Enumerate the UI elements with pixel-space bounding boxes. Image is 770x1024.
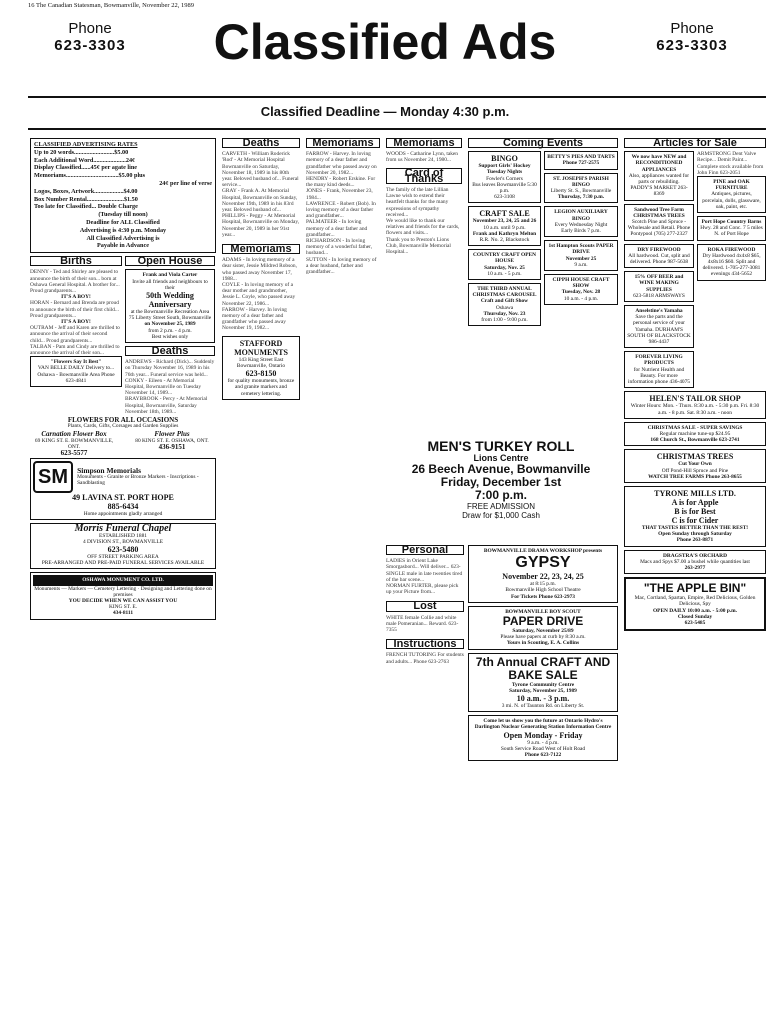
carousel-place: Oshawa bbox=[495, 304, 514, 311]
flowers-ad bbox=[30, 356, 122, 387]
oshawa-tag: YOU DECIDE WHEN WE CAN ASSIST YOU bbox=[68, 598, 178, 605]
cwl-title: CIPPH HOUSE CRAFT SHOW bbox=[552, 277, 610, 290]
masthead-rule bbox=[28, 96, 766, 98]
stafford-phone: 623-8150 bbox=[245, 369, 277, 379]
flowers-delivery: VAN BELLE DAILY Delivery to... Oshawa - Bowmanville Area Phone 623-4841 bbox=[37, 365, 115, 384]
column-5-lower bbox=[468, 545, 618, 1015]
article-title: FOREVER LIVING PRODUCTS bbox=[635, 354, 683, 367]
gypsy-tickets: For Tickets Phone 623-2973 bbox=[511, 593, 575, 600]
bettys-pies-ad bbox=[544, 151, 618, 169]
couple-names: Frank and Viola Carter bbox=[142, 272, 198, 279]
note: Best wishes only bbox=[151, 333, 189, 340]
article-text: Save the parts and the personal service of your Yamaha. DURHAM'S SOUTH OF BLACKSTOCK 986-4437 bbox=[627, 314, 691, 346]
flowers-all-occasions: FLOWERS FOR ALL OCCASIONS bbox=[67, 416, 179, 425]
carousel-time: from 1:00 - 9:00 p.m. bbox=[481, 317, 528, 324]
tyrone-title: TYRONE MILLS LTD. bbox=[654, 488, 736, 498]
apple-bin-open: OPEN DAILY 10:00 a.m. - 5:00 p.m. bbox=[652, 607, 738, 614]
events-right bbox=[544, 151, 618, 329]
births-section bbox=[30, 256, 122, 415]
craft-sale-names: Frank and Kathryn Melton bbox=[472, 230, 537, 237]
memoriams-heading: Memoriams bbox=[222, 244, 300, 254]
trees-tag: WATCH TREE FARMS Phone 263-8655 bbox=[648, 473, 742, 480]
death-notice: CONKY - Eileen - At Memorial Hospital, Bowmanville on Tuesday November 14, 1989... bbox=[125, 377, 202, 397]
tyrone-mills-ad bbox=[624, 486, 766, 547]
memoriam-notice: COYLE - In loving memory of a dear mother and grandmother, Jessie L. Coyle, who passed away November 22, 1986... bbox=[222, 282, 296, 307]
bake-sale-ad bbox=[468, 653, 618, 713]
phone-number: 623-3303 bbox=[54, 37, 126, 54]
memoriam-notice: FARROW - Harvey. In loving memory of a dear father and grandfather who passed away on November 20, 1982... bbox=[306, 151, 377, 176]
rate-line: Memoriams..................................$5.00 plus bbox=[34, 172, 146, 180]
sm-logo: SM bbox=[33, 461, 73, 493]
death-notice: BRAYBROOK - Percy - At Memorial Hospital, Bowmanville, Saturday November 18th, 1989... bbox=[125, 396, 208, 415]
rate-line: Too late for Classified... Double Charge bbox=[34, 203, 138, 211]
article-ad bbox=[624, 244, 694, 269]
articles-left bbox=[624, 151, 694, 391]
rate-line: Box Number Rental........................$1.50 bbox=[34, 195, 138, 203]
article-ad bbox=[624, 151, 694, 200]
tyrone-a: A is for Apple bbox=[671, 497, 719, 507]
simpson-row bbox=[33, 461, 213, 493]
article-text: Hwy. 28 and Conc. 7 5 miles N. of Port Hope bbox=[700, 225, 763, 238]
memoriam-notice: FARROW - Harvey. In loving memory of a dear father and grandfather who passed away November 19, 1982... bbox=[222, 306, 287, 332]
rates-header: CLASSIFIED ADVERTISING RATES bbox=[34, 141, 138, 148]
dragstra-phone: 263-2977 bbox=[684, 564, 706, 571]
memoriam-notice: SUTTON - In loving memory of a dear husband, father and grandfather... bbox=[306, 256, 377, 276]
rates-box bbox=[30, 138, 216, 253]
flowers-slogan: "Flowers Say It Best" bbox=[50, 359, 102, 366]
instructions-heading: Instructions bbox=[386, 639, 464, 649]
article-text: Scotch Pine and Spruce - Wholesale and Retail. Phone Pontypool (705) 277-2327 bbox=[627, 219, 691, 238]
article-text: 623-5818 ARMSWAYS bbox=[633, 292, 685, 299]
bake-sale-addr: 3 mi. N. of Taunton Rd. on Liberty St. bbox=[501, 703, 585, 710]
trees-sub: Cut Your Own bbox=[678, 461, 712, 468]
article-text: Antiques, pictures, porcelain, dolls, glassware, oak, paint, etc. bbox=[702, 191, 761, 210]
memoriam-notice: LAWRENCE - Robert (Bob). In loving memory of a dear father and grandfather... bbox=[306, 200, 376, 220]
turkey-roll-time: 7:00 p.m. bbox=[474, 488, 528, 502]
craft-sale-ad bbox=[468, 206, 541, 246]
florist-phone: 623-5577 bbox=[60, 449, 88, 458]
morris-phone: 623-5480 bbox=[107, 545, 139, 555]
birth-notice: TALBAN - Pam and Cindy are thrilled to announce the arrival of their son... bbox=[30, 343, 120, 356]
paper-drive-org: BOWMANVILLE BOY SCOUT bbox=[505, 608, 581, 615]
phone-box-right bbox=[632, 20, 752, 54]
gypsy-title: GYPSY bbox=[515, 554, 571, 572]
open-house-heading: Open House bbox=[125, 256, 215, 266]
hydro-open: Open Monday - Friday bbox=[503, 730, 583, 740]
gypsy-dates: November 22, 23, 24, 25 bbox=[502, 572, 584, 582]
phone-label: Phone bbox=[68, 20, 112, 37]
rate-line: Advertising is 4:30 p.m. Monday bbox=[79, 226, 167, 234]
birth-title: IT'S A BOY! bbox=[61, 318, 91, 325]
death-notice: PHILLIPS - Peggy - At Memorial Hospital, Bowmanville on Monday, November 20, 1989 in her 91st year... bbox=[222, 213, 300, 238]
turkey-roll-date: Friday, December 1st bbox=[440, 475, 562, 489]
events-left bbox=[468, 151, 541, 329]
hydro-name: Darlington Nuclear Generating Station Information Centre bbox=[474, 724, 612, 731]
article-text: Also, appliances wanted for parts or rebuilding. PADDY'S MARKET 263-8369 bbox=[628, 172, 690, 198]
ontario-hydro-ad bbox=[468, 715, 618, 761]
phone-number: 623-3303 bbox=[656, 37, 728, 54]
bingo-line2: Tuesday Nights bbox=[486, 169, 523, 176]
christmas-sale-addr: 168 Church St., Bowmanville 623-2741 bbox=[650, 437, 740, 444]
trees-text: Off Pond-Hill Spruce and Pine bbox=[661, 467, 729, 474]
oshawa-monument-name: OSHAWA MONUMENT CO. LTD. bbox=[33, 575, 213, 585]
dragstra-text: Macs and Spys $7.00 a bushel while quantities last bbox=[640, 558, 750, 565]
rate-line: Each Additional Word.....................24¢ bbox=[34, 156, 136, 164]
st-josephs-title: ST. JOSEPH'S PARISH BINGO bbox=[553, 175, 609, 188]
article-title: DRY FIREWOOD bbox=[637, 246, 681, 253]
gypsy-place: Bowmanville High School Theatre bbox=[505, 587, 581, 594]
bake-sale-org: Tyrone Community Centre bbox=[511, 681, 575, 688]
mens-turkey-roll-ad bbox=[385, 440, 617, 520]
event-date: on November 25, 1989 bbox=[144, 321, 196, 328]
florist-phone: 436-9151 bbox=[158, 442, 186, 451]
article-ad bbox=[624, 204, 694, 241]
morris-note: PRE-ARRANGED AND PRE-PAID FUNERAL SERVICES AVAILABLE bbox=[41, 560, 205, 567]
column-5 bbox=[468, 138, 618, 438]
personal-notice: SINGLE male in late twenties tired of the bar scene... bbox=[386, 570, 463, 583]
anniversary-ad bbox=[125, 269, 215, 343]
simpson-name: Simpson Memorials bbox=[77, 465, 142, 475]
cwl-time: 10 a.m. - 4 p.m. bbox=[563, 295, 599, 302]
event-time: from 2 p.m. - 4 p.m. bbox=[148, 327, 192, 334]
article-ad bbox=[697, 216, 766, 241]
turkey-roll-address: 26 Beech Avenue, Bowmanville bbox=[411, 462, 591, 476]
simpson-text bbox=[77, 465, 213, 487]
simpson-sub: Monuments - Granite or Bronze Markers - Inscriptions - Sandblasting bbox=[77, 474, 199, 487]
memoriams-heading: Memoriams bbox=[306, 138, 380, 148]
flowers-sub: Plants, Cards, Gifts, Corsages and Garden Supplies bbox=[67, 423, 179, 430]
simpson-note: Home appointments gladly arranged bbox=[83, 511, 163, 518]
column-6 bbox=[624, 138, 766, 1018]
turkey-roll-draw: Draw for $1,000 Cash bbox=[462, 511, 540, 520]
personal-notice: NORMAN FURTER, please pick up your Picture from... bbox=[386, 583, 459, 596]
hampton-time: 9 a.m. bbox=[574, 261, 588, 268]
running-head: 16 The Canadian Statesman, Bowmanville, November 22, 1989 bbox=[28, 2, 194, 9]
paper-drive-title: PAPER DRIVE bbox=[502, 614, 584, 629]
turkey-roll-title: MEN'S TURKEY ROLL bbox=[427, 438, 575, 454]
article-notice: ARMSTRONG Dent Valve Recipe... Demit Paint... Complete stock available from John Finn 623-2051 bbox=[697, 151, 764, 176]
births-open-house-row bbox=[30, 256, 216, 415]
birth-notice: HORAN - Bernard and Brenda are proud to announce the birth of their first child... Proud grandparents... bbox=[30, 300, 119, 319]
thanks-notice: Thank you to Preston's Lions Club, Bowmanville Memorial Hospital... bbox=[386, 236, 451, 256]
dragstra-ad bbox=[624, 550, 766, 575]
bingo-hall: Fowler's Corners bbox=[486, 175, 523, 182]
trees-title: CHRISTMAS TREES bbox=[656, 452, 734, 462]
invite-text: Invite all friends and neighbours to their bbox=[132, 278, 208, 291]
stafford-monuments-ad bbox=[222, 336, 300, 400]
memoriam-notice: RICHARDSON - In loving memory of a wonderful father, husband... bbox=[306, 238, 373, 257]
morris-est: ESTABLISHED 1881 bbox=[99, 532, 147, 539]
turkey-roll-club: Lions Centre bbox=[473, 453, 529, 463]
thanks-notice: We would like to thank our relatives and friends for the cards, flowers and visits... bbox=[386, 218, 460, 237]
florist-name: Flower Plus bbox=[154, 430, 190, 439]
craft-sale-addr: R.R. No. 2, Blackstock bbox=[479, 237, 530, 244]
tyrone-c: C is for Cider bbox=[671, 515, 719, 525]
country-craft-title: COUNTRY CRAFT OPEN HOUSE bbox=[472, 252, 536, 265]
death-notice: CARVETH - William Roderick 'Rod' - At Memorial Hospital Bowmanville on Saturday, November 18, 1989 in his 80th year. Beloved husband of... Funeral service... bbox=[222, 151, 299, 189]
paper-drive-ad bbox=[468, 606, 618, 650]
oshawa-lines: Monuments — Markers — Cemetery Lettering · Designing and Lettering done on premises bbox=[34, 585, 212, 598]
article-text: Dry Hardwood 4x4x8 $65, 4x8x16 $60. Split and delivered. 1-705-277-3081 evenings 434-5652 bbox=[702, 252, 761, 278]
article-text: All hardwood. Cut, split and delivered. Phone 987-5638 bbox=[628, 252, 690, 266]
rate-line: Payable in Advance bbox=[97, 242, 149, 250]
stafford-name: STAFFORD MONUMENTS bbox=[234, 338, 288, 357]
anniversary-title: 50th Wedding Anniversary bbox=[146, 290, 194, 309]
morris-address: 4 DIVISION ST., BOWMANVILLE bbox=[82, 538, 163, 545]
cwl-date: Tuesday, Nov. 28 bbox=[561, 289, 601, 296]
florist-address: 80 KING ST. E. OSHAWA, ONT. bbox=[135, 437, 209, 444]
death-notice: GRAY - Frank A. At Memorial Hospital, Bowmanville on Sunday, November 19th, 1989 in his 83rd year. Beloved husband of... bbox=[222, 188, 298, 214]
rate-line: All Classified Advertising is bbox=[86, 234, 160, 242]
hydro-title: Come let us show you the future at Ontario Hydro's bbox=[483, 718, 603, 725]
craft-sale-dates: November 23, 24, 25 and 26 bbox=[472, 218, 537, 225]
morris-chapel-ad bbox=[30, 523, 216, 569]
christmas-sale-text: Regular machine tune-up $24.95 bbox=[659, 430, 731, 437]
christmas-sale-ad bbox=[624, 422, 766, 447]
legion-title: LEGION AUXILIARY BINGO bbox=[554, 209, 608, 222]
lost-notice: WHITE female Collie and white male Pomeranian... Reward. 623-7355 bbox=[386, 614, 459, 634]
carousel-ad bbox=[468, 283, 541, 326]
florists-row bbox=[30, 431, 216, 456]
apple-bin-phone: 623-5485 bbox=[684, 619, 706, 626]
article-title: Sandwood Tree Farm CHRISTMAS TREES bbox=[633, 206, 685, 219]
deaths-heading: Deaths bbox=[222, 138, 300, 148]
tyrone-hours: Open Sunday through Saturday bbox=[658, 531, 732, 538]
rate-line: 24¢ per line of verse bbox=[159, 179, 212, 187]
open-house-section bbox=[125, 256, 215, 415]
article-ad bbox=[624, 351, 694, 388]
florist-address: 69 KING ST. E. BOWMANVILLE, ONT. bbox=[34, 437, 114, 450]
bake-sale-time: 10 a.m. - 3 p.m. bbox=[516, 694, 570, 704]
memoriam-notice: HENDRY - Robert Erskine. For the many kind deeds... bbox=[306, 176, 376, 189]
rate-line: Display Classified......45¢ per agate line bbox=[34, 164, 138, 172]
column-1 bbox=[30, 138, 216, 1018]
st-josephs-date: Thursday, 7:30 p.m. bbox=[557, 194, 605, 201]
florist-name: Carnation Flower Box bbox=[41, 430, 107, 439]
legion-time: Early Birds 7 p.m. bbox=[561, 228, 601, 235]
births-heading: Births bbox=[30, 256, 122, 266]
birth-title: IT'S A BOY! bbox=[61, 294, 91, 301]
oshawa-phone: 434-8111 bbox=[112, 610, 134, 617]
simpson-memorials-ad bbox=[30, 458, 216, 520]
column-4 bbox=[386, 138, 462, 438]
turkey-roll-admission: FREE ADMISSION bbox=[466, 502, 535, 511]
apple-bin-ad bbox=[624, 577, 766, 631]
bake-sale-date: Saturday, November 25, 1989 bbox=[509, 687, 577, 694]
tyrone-b: B is for Best bbox=[674, 506, 716, 516]
st-josephs-addr: Liberty St. S., Bowmanville bbox=[550, 188, 612, 195]
memoriam-notice: WOODS - Catharine Lynn, taken from us November 24, 1980... bbox=[386, 151, 459, 164]
carousel-title: THE THIRD ANNUAL CHRISTMAS CAROUSEL Craft and Gift Show bbox=[472, 286, 537, 305]
events-row bbox=[468, 151, 618, 329]
lost-heading: Lost bbox=[386, 601, 464, 611]
rate-line: Up to 20 words..........................$5.00 bbox=[34, 148, 129, 156]
memoriam-notice: JONES - Frank, November 23, 1984... bbox=[306, 188, 373, 201]
stafford-address: 143 King Street East Bowmanville, Ontario bbox=[236, 356, 286, 369]
hampton-date: November 25 bbox=[565, 255, 597, 262]
country-craft-ad bbox=[468, 249, 541, 280]
article-title: ROKA FIREWOOD bbox=[707, 246, 756, 253]
country-craft-date: Saturday, Nov. 25 bbox=[484, 264, 525, 271]
bingo-title: BINGO bbox=[491, 154, 518, 164]
death-notice: ANDREWS - Richard (Dick)... Suddenly on Thursday November 16, 1989 in his 76th year... Funeral service was held... bbox=[125, 359, 215, 378]
gypsy-time: at 8:15 p.m. bbox=[530, 581, 556, 588]
carousel-date: Thursday, Nov. 23 bbox=[483, 310, 526, 317]
article-title: Anselstine's Yamaha bbox=[635, 308, 683, 315]
country-craft-time: 10 a.m. - 5 p.m. bbox=[487, 270, 522, 277]
tyrone-tag: THAT TASTES BETTER THAN THE REST! bbox=[641, 524, 749, 531]
apple-bin-closed: Closed Sunday bbox=[677, 613, 713, 620]
helens-tailor-ad bbox=[624, 391, 766, 418]
tyrone-phone: Phone 263-8871 bbox=[676, 537, 714, 544]
article-ad bbox=[624, 271, 694, 302]
bingo-line1: Support Girls' Hockey bbox=[478, 163, 531, 170]
column-3 bbox=[306, 138, 380, 1018]
article-ad bbox=[697, 176, 766, 213]
thanks-notice: The family of the late Lillian Lawne wish to extend their heartfelt thanks for the many expressions of sympathy received... bbox=[386, 187, 449, 218]
simpson-phone: 885-6434 bbox=[107, 502, 139, 512]
bake-sale-title: 7th Annual CRAFT AND BAKE SALE bbox=[475, 654, 611, 682]
phone-box-left bbox=[30, 20, 150, 54]
card-of-thanks-heading: Card of Thanks bbox=[386, 168, 462, 184]
christmas-sale-title: CHRISTMAS SALE - SUPER SAVINGS bbox=[647, 424, 743, 431]
bingo-address: Bus leaves Bowmanville 5:30 p.m. bbox=[472, 181, 537, 195]
apple-bin-title: "THE APPLE BIN" bbox=[643, 581, 747, 596]
coming-events-heading: Coming Events bbox=[468, 138, 618, 148]
paper-drive-thanks: Yours in Scouting, E. A. Collins bbox=[506, 640, 580, 647]
morris-parking: OFF STREET PARKING AREA bbox=[87, 554, 159, 561]
apple-bin-text: Mac, Cortland, Spartan, Empire, Red Delicious, Golden Delicious, Spy bbox=[634, 595, 756, 608]
article-title: PINE and OAK FURNITURE bbox=[713, 179, 750, 192]
legion-line: Every Wednesday Night bbox=[554, 221, 608, 228]
article-title: We now have NEW and RECONDITIONED APPLIANCES bbox=[631, 154, 687, 173]
florist-right bbox=[128, 431, 216, 456]
personal-notice: LADIES in Orient Lake Smorgasbord... Will deliver... 623- bbox=[386, 558, 461, 571]
craft-sale-time: 10 a.m. until 9 p.m. bbox=[483, 224, 526, 231]
articles-heading: Articles for Sale bbox=[624, 138, 766, 148]
deadline-line: Classified Deadline — Monday 4:30 p.m. bbox=[260, 104, 510, 119]
oshawa-monument-ad bbox=[30, 572, 216, 619]
instructions-notice: FRENCH TUTORING For students and adults... Phone 623-2763 bbox=[386, 652, 464, 665]
tailor-hours: Winter Hours: Mon. - Thurs. 8:30 a.m. - 5:30 p.m. Fri. 8:30 a.m. - 8 p.m. Sat. 8:30 a.m. - noon bbox=[630, 403, 760, 416]
birth-notice: OUTRAM - Jeff and Karen are thrilled to announce the arrival of their second child... Proud grandparents... bbox=[30, 325, 120, 344]
phone-label: Phone bbox=[670, 20, 714, 37]
hampton-title: 1st Hampton Scouts PAPER DRIVE bbox=[548, 243, 614, 256]
bettys-phone: Phone 727-2575 bbox=[562, 160, 600, 167]
articles-row bbox=[624, 151, 766, 391]
rate-line: Deadline for ALL Classified bbox=[86, 218, 160, 226]
dragstra-title: DRAGSTRA'S ORCHARD bbox=[663, 552, 727, 559]
hydro-phone: Phone 623-7122 bbox=[524, 752, 562, 759]
memoriam-notice: ADAMS - In loving memory of a dear sister, Jessie Mildred Robson, who passed away November 17, 1988... bbox=[222, 257, 297, 282]
paper-drive-note: Please have papers at curb by 8:30 a.m. bbox=[500, 634, 586, 641]
legion-bingo-ad bbox=[544, 206, 618, 237]
christmas-trees-ad bbox=[624, 449, 766, 483]
gypsy-org: BOWMANVILLE DRAMA WORKSHOP presents bbox=[483, 548, 603, 554]
hampton-scouts-ad bbox=[544, 240, 618, 271]
column-4-lower bbox=[386, 545, 464, 1015]
deaths-heading-small: Deaths bbox=[125, 346, 215, 356]
article-ad bbox=[624, 305, 694, 348]
articles-right bbox=[697, 151, 766, 391]
gypsy-ad bbox=[468, 545, 618, 603]
hydro-addr: South Service Road West of Holt Road bbox=[500, 745, 586, 752]
memoriam-notice: PALMATEER - In loving memory of a dear father and grandfather... bbox=[306, 219, 368, 238]
bingo-ad bbox=[468, 151, 541, 203]
st-josephs-ad bbox=[544, 173, 618, 204]
article-title: 15% OFF BEER and WINE MAKING SUPPLIES bbox=[634, 274, 684, 293]
bingo-phone: 623-3108 bbox=[494, 194, 515, 201]
bettys-title: BETTY'S PIES AND TARTS bbox=[547, 154, 615, 161]
paper-drive-date: Saturday, November 25/89 bbox=[512, 628, 574, 635]
masthead-title: Classified Ads bbox=[213, 14, 557, 70]
article-text: for Nutrient Health and Beauty. For more information phone 436-4075 bbox=[628, 366, 690, 386]
birth-notice: DENNY - Ted and Shirley are pleased to announce the birth of their son... born at Oshawa General Hospital. A brother for... Proud grandparents... bbox=[30, 269, 120, 294]
craft-sale-title: CRAFT SALE bbox=[479, 209, 530, 219]
article-ad bbox=[697, 244, 766, 281]
column-2 bbox=[222, 138, 300, 1018]
stafford-note: for quality monuments, bronze and granite markers and cemetery lettering. bbox=[227, 378, 295, 397]
cipph-craft-ad bbox=[544, 274, 618, 305]
personal-heading: Personal bbox=[386, 545, 464, 555]
article-title: Port Hope Country Barns bbox=[701, 219, 762, 226]
rate-line: (Tuesday till noon) bbox=[98, 211, 148, 219]
tailor-title: HELEN'S TAILOR SHOP bbox=[649, 394, 741, 404]
florist-left bbox=[30, 431, 118, 456]
oshawa-address: KING ST. E. bbox=[108, 604, 138, 611]
deadline-rule bbox=[28, 128, 766, 130]
simpson-address: 49 LAVINA ST. PORT HOPE bbox=[72, 493, 174, 503]
morris-name: Morris Funeral Chapel bbox=[74, 523, 172, 535]
rate-line: Logos, Boxes, Artwork...................$4.00 bbox=[34, 187, 138, 195]
venue: at the Bowmanville Recreation Area 75 Liberty Street South, Bowmanville bbox=[128, 308, 212, 322]
memoriams-heading: Memoriams bbox=[386, 138, 462, 148]
hydro-hours: 9 a.m. - 4 p.m. bbox=[527, 739, 559, 746]
